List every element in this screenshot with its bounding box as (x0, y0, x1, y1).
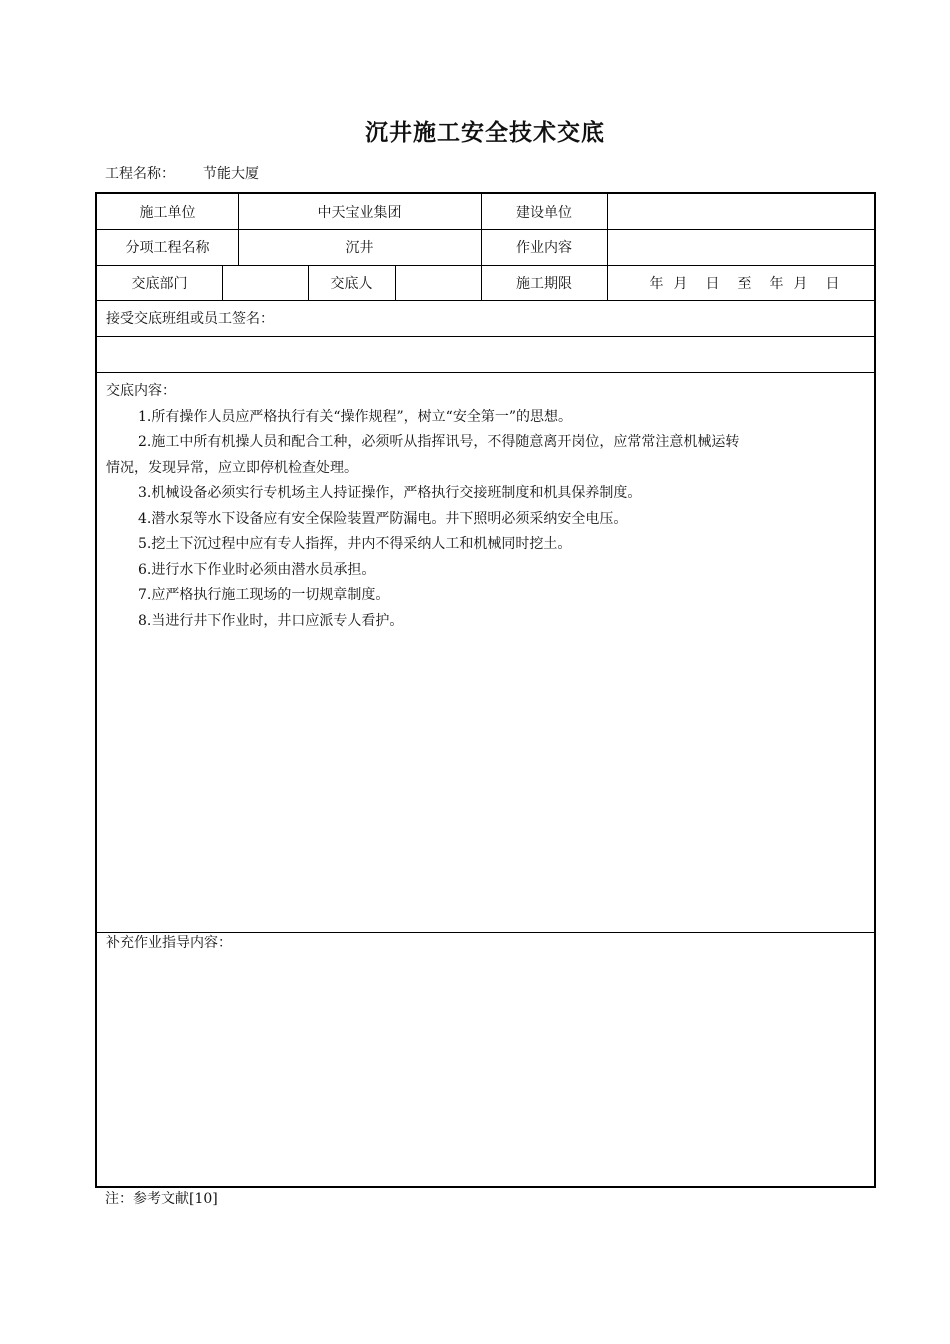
work-content-value[interactable] (607, 229, 874, 265)
signature-area[interactable] (106, 336, 866, 372)
period-label: 施工期限 (516, 275, 572, 292)
period-day-end: 日 (825, 275, 840, 292)
construction-unit-label: 施工单位 (139, 204, 196, 221)
content-item: 4.潜水泵等水下设备应有安全保险装置严防漏电。井下照明必须采纳安全电压。 (138, 510, 628, 527)
discloser-value[interactable] (395, 265, 481, 300)
document-title: 沉井施工安全技术交底 (365, 119, 605, 146)
build-unit-value[interactable] (607, 194, 874, 229)
content-item: 2.施工中所有机操人员和配合工种，必须听从指挥讯号，不得随意离开岗位，应常常注意机械运转 (138, 434, 740, 450)
work-content-label: 作业内容 (516, 240, 572, 256)
content-item: 6.进行水下作业时必须由潜水员承担。 (138, 561, 376, 578)
department-value[interactable] (222, 265, 308, 300)
discloser-label: 交底人 (330, 275, 373, 292)
period-to: 至 (737, 275, 752, 292)
period-month-end: 月 (793, 275, 808, 292)
construction-unit-value[interactable]: 中天宝业集团 (317, 204, 402, 221)
row-divider (97, 372, 874, 373)
period-month-start: 月 (673, 275, 688, 292)
content-label: 交底内容： (106, 383, 176, 399)
project-name-value: 节能大厦 (203, 166, 259, 182)
department-label: 交底部门 (131, 275, 188, 292)
sub-project-label: 分项工程名称 (125, 240, 210, 256)
content-item: 5.挖土下沉过程中应有专人指挥，井内不得采纳人工和机械同时挖土。 (138, 536, 572, 552)
build-unit-label: 建设单位 (516, 204, 572, 221)
reference-note: 注：参考文献[10] (105, 1191, 218, 1207)
supplement-label: 补充作业指导内容： (106, 935, 232, 951)
content-item: 3.机械设备必须实行专机场主人持证操作，严格执行交接班制度和机具保养制度。 (138, 485, 642, 501)
sub-project-value[interactable]: 沉井 (345, 240, 374, 256)
period-value[interactable] (607, 265, 874, 300)
signature-label: 接受交底班组或员工签名： (106, 311, 274, 327)
supplement-section (106, 931, 232, 957)
content-item: 7.应严格执行施工现场的一切规章制度。 (138, 587, 390, 603)
project-name-label: 工程名称： (105, 166, 175, 182)
period-year-start: 年 (649, 275, 664, 292)
content-item-continuation: 情况，发现异常，应立即停机检查处理。 (106, 459, 358, 476)
content-item: 8.当进行井下作业时，井口应派专人看护。 (138, 612, 404, 629)
disclosure-form (95, 192, 876, 1188)
period-year-end: 年 (769, 275, 784, 292)
disclosure-content (106, 379, 739, 634)
content-item: 1.所有操作人员应严格执行有关“操作规程”，树立“安全第一”的思想。 (138, 408, 572, 425)
project-name-line (105, 163, 259, 183)
period-day-start: 日 (705, 275, 720, 292)
